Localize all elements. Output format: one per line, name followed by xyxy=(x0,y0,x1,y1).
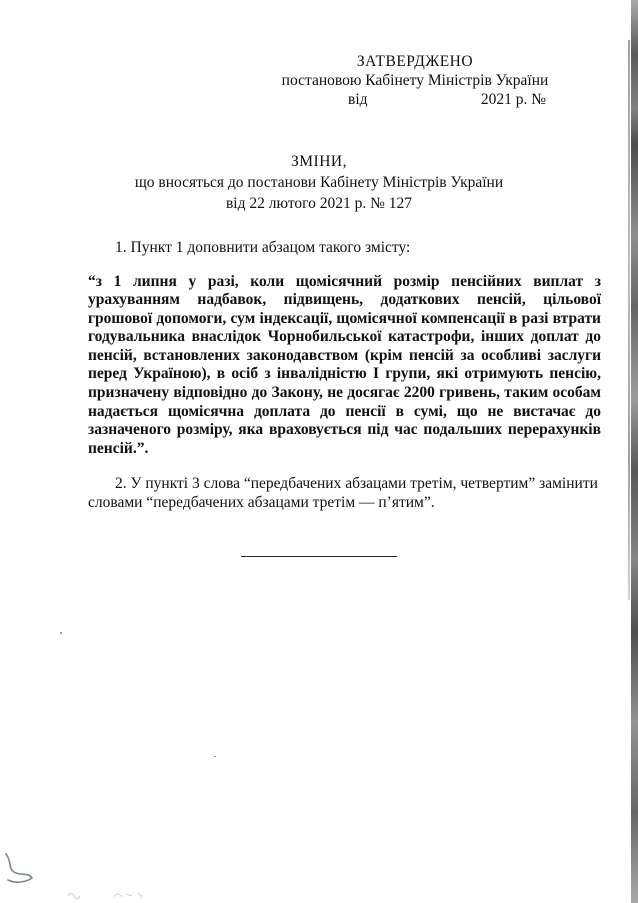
scanner-edge-line xyxy=(628,40,630,600)
scanner-edge-artifact xyxy=(631,0,638,903)
document-title-line2: що вносяться до постанови Кабінету Міністрів України xyxy=(134,174,504,191)
approval-subline: постановою Кабінету Міністрів України xyxy=(281,72,549,89)
paragraph-2: 2. У пункті 3 слова “передбачених абзацами третім, четвертим” замінити словами “передбачених абзацами третім — п’ятим”. xyxy=(88,474,598,511)
document-body xyxy=(88,238,601,512)
approval-date-prefix: від xyxy=(348,91,368,108)
document-title-line3: від 22 лютого 2021 р. № 127 xyxy=(225,195,413,212)
approval-date-line xyxy=(280,90,550,109)
end-of-text-rule xyxy=(241,556,397,557)
approval-date-suffix: 2021 р. № xyxy=(480,91,546,108)
approval-block xyxy=(280,52,550,109)
approval-heading: ЗАТВЕРДЖЕНО xyxy=(356,53,474,70)
handwritten-ink-mark xyxy=(2,848,36,888)
scan-speck xyxy=(60,632,62,634)
document-title-block xyxy=(0,151,638,214)
pencil-marks xyxy=(66,888,156,900)
document-title: ЗМІНИ, xyxy=(291,153,347,170)
scan-speck xyxy=(214,756,216,757)
paragraph-quoted-text: “з 1 липня у разі, коли щомісячний розмір пенсійних виплат з урахуванням надбавок, підвищень, додаткових пенсій, цільової грошової допомоги, сум індексації, щомісячної компенсації в разі втрати годувальника внаслідок Чорнобильської катастрофи, інших доплат до пенсій, встановлених законодавством (крім пенсій за особливі заслуги перед Україною), в осіб з інвалідністю І групи, які отримують пенсію, призначену відповідно до Закону, не досягає 2200 гривень, таким особам надається щомісячна доплата до пенсії в сумі, що не вистачає до зазначеного розміру, яка враховується під час подальших перерахунків пенсій.”. xyxy=(88,272,601,457)
paragraph-1: 1. Пункт 1 доповнити абзацом такого змісту: xyxy=(115,239,411,256)
